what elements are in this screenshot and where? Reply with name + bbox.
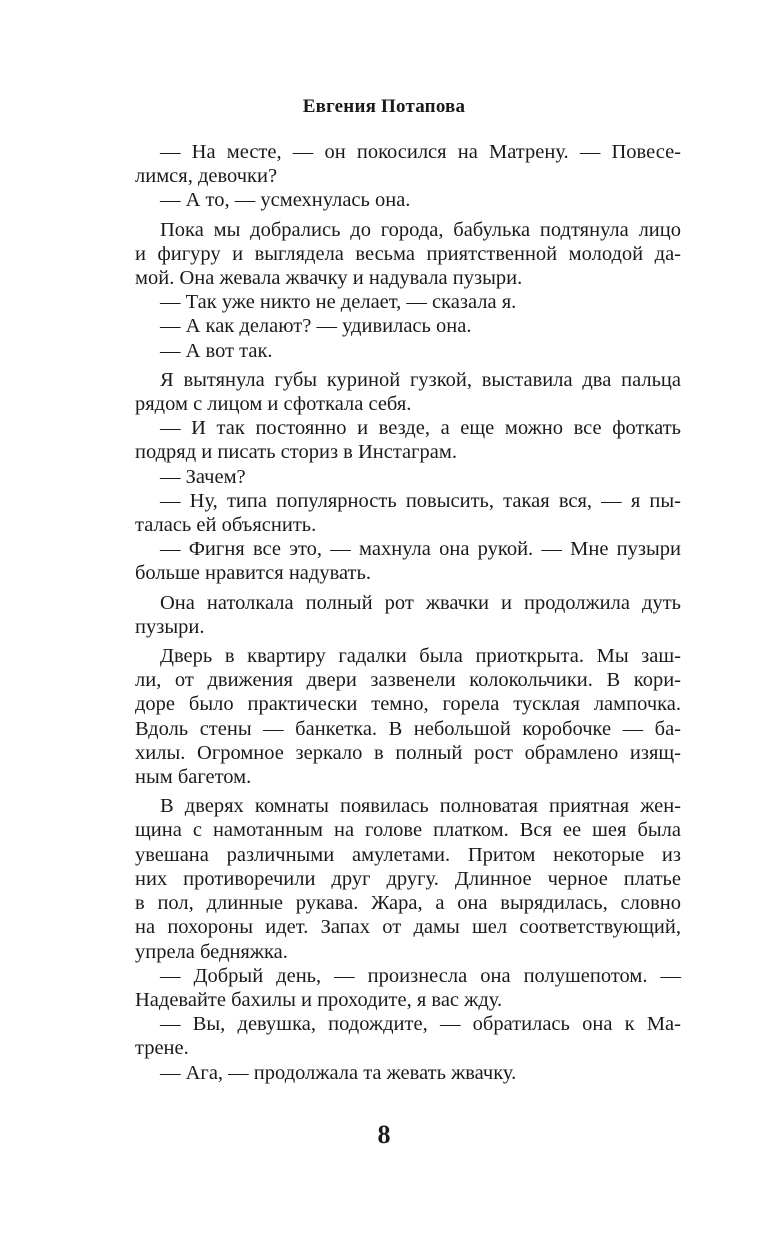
running-head: Евгения Потапова — [302, 96, 466, 117]
text-line: — И так постоянно и везде, а еще можно все фоткать — [160, 417, 681, 440]
paragraph — [135, 368, 681, 416]
text-line: талась ей объяснить. — [135, 514, 317, 537]
paragraph — [135, 218, 681, 291]
text-line: — Добрый день, — произнесла она полушепотом. — — [160, 964, 681, 987]
text-line: в пол, длинные рукава. Жара, а она вырядилась, словно — [135, 892, 681, 915]
text-line: — Вы, девушка, подождите, — обратилась она к Ма- — [160, 1013, 681, 1036]
paragraph — [135, 140, 681, 188]
text-line: лимся, девочки? — [135, 165, 278, 188]
text-line: Надевайте бахилы и проходите, я вас жду. — [135, 988, 503, 1011]
paragraph — [135, 644, 681, 789]
text-line: мой. Она жевала жвачку и надувала пузыри. — [135, 267, 523, 290]
text-line: — Фигня все это, — махнула она рукой. — Мне пузыри — [160, 538, 681, 561]
text-line: Пока мы добрались до города, бабулька подтянула лицо — [160, 218, 681, 241]
text-line: и фигуру и выглядела весьма приятственной молодой да- — [135, 242, 681, 265]
text-line: — А вот так. — [160, 339, 273, 362]
text-line: ли, от движения двери зазвенели колокольчики. В кори- — [135, 669, 681, 692]
paragraph — [135, 537, 681, 585]
text-line: — Зачем? — [160, 465, 246, 488]
text-line: трене. — [135, 1037, 189, 1060]
text-line: ным багетом. — [135, 766, 252, 789]
paragraph — [135, 591, 681, 639]
text-line: хилы. Огромное зеркало в полный рост обрамлено изящ- — [135, 741, 681, 764]
text-line: Она натолкала полный рот жвачки и продолжила дуть — [160, 591, 681, 614]
paragraph — [135, 964, 681, 1012]
text-line: щина с намотанным на голове платком. Вся ее шея была — [135, 819, 681, 842]
text-line: — А как делают? — удивилась она. — [160, 315, 472, 338]
paragraph — [135, 489, 681, 537]
body-text — [135, 140, 681, 1085]
text-line: В дверях комнаты появилась полноватая приятная жен- — [160, 795, 681, 818]
text-line: пузыри. — [135, 615, 205, 638]
text-line: — Ага, — продолжала та жевать жвачку. — [160, 1061, 517, 1084]
text-line: на похороны идет. Запах от дамы шел соответствующий, — [135, 916, 681, 939]
paragraph — [135, 465, 681, 489]
text-line: больше нравится надувать. — [135, 562, 371, 585]
text-line: — На месте, — он покосился на Матрену. — Повесе- — [160, 141, 681, 163]
text-line: них противоречили друг другу. Длинное черное платье — [135, 867, 681, 890]
paragraph — [135, 290, 681, 314]
paragraph — [135, 188, 681, 212]
text-line: доре было практически темно, горела тусклая лампочка. — [135, 693, 681, 716]
text-line: — Ну, типа популярность повысить, такая вся, — я пы- — [160, 489, 681, 512]
page-number: 8 — [377, 1120, 391, 1149]
text-line: Дверь в квартиру гадалки была приоткрыта. Мы заш- — [160, 645, 681, 668]
text-line: рядом с лицом и сфоткала себя. — [135, 393, 412, 416]
paragraph — [135, 1061, 681, 1085]
paragraph — [135, 794, 681, 963]
text-line: Я вытянула губы куриной гузкой, выставила два пальца — [160, 368, 681, 391]
paragraph — [135, 314, 681, 338]
paragraph — [135, 1012, 681, 1060]
paragraph — [135, 339, 681, 363]
text-line: — Так уже никто не делает, — сказала я. — [160, 291, 517, 314]
text-line: Вдоль стены — банкетка. В небольшой коробочке — ба- — [135, 717, 681, 740]
paragraph — [135, 416, 681, 464]
text-line: — А то, — усмехнулась она. — [160, 189, 411, 212]
text-line: подряд и писать сториз в Инстаграм. — [135, 441, 458, 464]
text-line: увешана различными амулетами. Притом некоторые из — [135, 843, 681, 866]
text-line: упрела бедняжка. — [135, 940, 288, 963]
